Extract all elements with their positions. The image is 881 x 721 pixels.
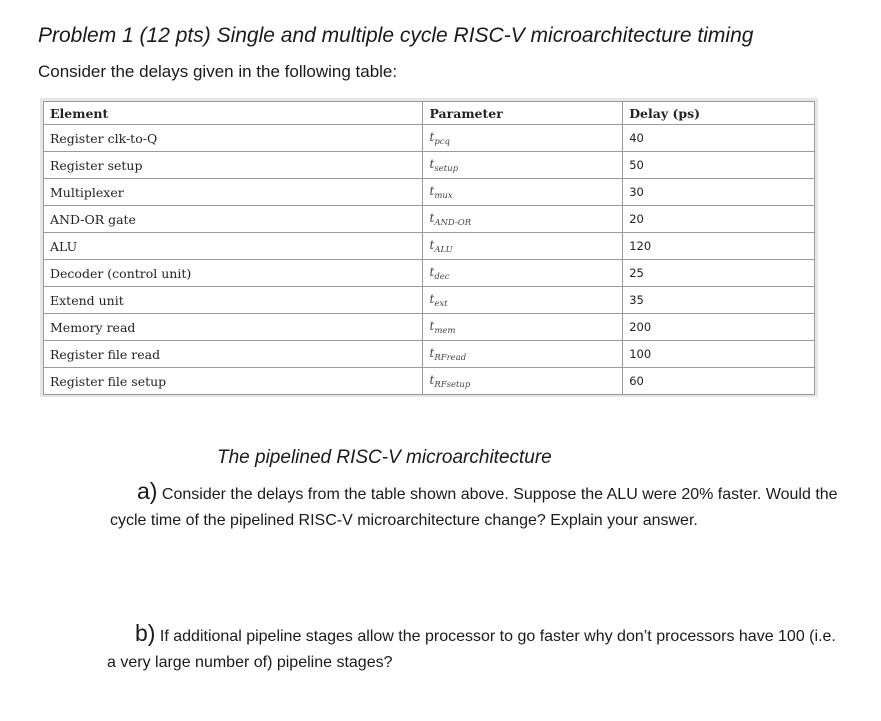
delay-cell: 60: [623, 368, 815, 395]
table-row: [44, 152, 815, 179]
parameter-cell: $t_{pcq}$: [423, 125, 623, 152]
question-b-text: If additional pipeline stages allow the processor to go faster why don’t processors have 100 (i.e. a very large number of) pipeline stages?: [107, 628, 836, 671]
question-a-letter: a): [137, 478, 158, 504]
element-cell: Multiplexer: [44, 179, 423, 206]
table-row: [44, 368, 815, 395]
table-row: [44, 314, 815, 341]
header-parameter: Parameter: [423, 102, 623, 125]
parameter-cell: $t_{ALU}$: [423, 233, 623, 260]
delay-cell: 40: [623, 125, 815, 152]
table-row: [44, 179, 815, 206]
delay-cell: 20: [623, 206, 815, 233]
question-a: [110, 478, 845, 534]
question-b: [107, 620, 847, 676]
element-cell: Extend unit: [44, 287, 423, 314]
delay-cell: 200: [623, 314, 815, 341]
parameter-cell: $t_{mux}$: [423, 179, 623, 206]
element-cell: Register clk-to-Q: [44, 125, 423, 152]
intro-text: Consider the delays given in the following table:: [38, 62, 398, 81]
element-cell: AND-OR gate: [44, 206, 423, 233]
delay-cell: 100: [623, 341, 815, 368]
element-cell: Register file setup: [44, 368, 423, 395]
delay-cell: 120: [623, 233, 815, 260]
header-element: Element: [44, 102, 423, 125]
table-row: [44, 260, 815, 287]
problem-title: Problem 1 (12 pts) Single and multiple cycle RISC-V microarchitecture timing: [38, 24, 754, 47]
element-cell: Memory read: [44, 314, 423, 341]
delay-table-frame: [40, 98, 818, 397]
parameter-cell: $t_{mem}$: [423, 314, 623, 341]
element-cell: Register file read: [44, 341, 423, 368]
delay-cell: 50: [623, 152, 815, 179]
delay-cell: 25: [623, 260, 815, 287]
parameter-cell: $t_{dec}$: [423, 260, 623, 287]
question-a-text: Consider the delays from the table shown above. Suppose the ALU were 20% faster. Would the cycle time of the pipelined RISC-V microarchitecture change? Explain your answer.: [110, 486, 838, 529]
table-row: [44, 206, 815, 233]
parameter-cell: $t_{setup}$: [423, 152, 623, 179]
element-cell: ALU: [44, 233, 423, 260]
element-cell: Decoder (control unit): [44, 260, 423, 287]
parameter-cell: $t_{ext}$: [423, 287, 623, 314]
table-row: [44, 341, 815, 368]
delay-cell: 35: [623, 287, 815, 314]
table-row: [44, 287, 815, 314]
table-row: [44, 125, 815, 152]
parameter-cell: $t_{RFread}$: [423, 341, 623, 368]
table-header-row: [44, 102, 815, 125]
table-row: [44, 233, 815, 260]
parameter-cell: $t_{AND-OR}$: [423, 206, 623, 233]
parameter-cell: $t_{RFsetup}$: [423, 368, 623, 395]
element-cell: Register setup: [44, 152, 423, 179]
header-delay: Delay (ps): [623, 102, 815, 125]
section-title: The pipelined RISC-V microarchitecture: [217, 447, 552, 468]
delay-cell: 30: [623, 179, 815, 206]
question-b-letter: b): [135, 620, 156, 646]
delay-table: [43, 101, 815, 395]
